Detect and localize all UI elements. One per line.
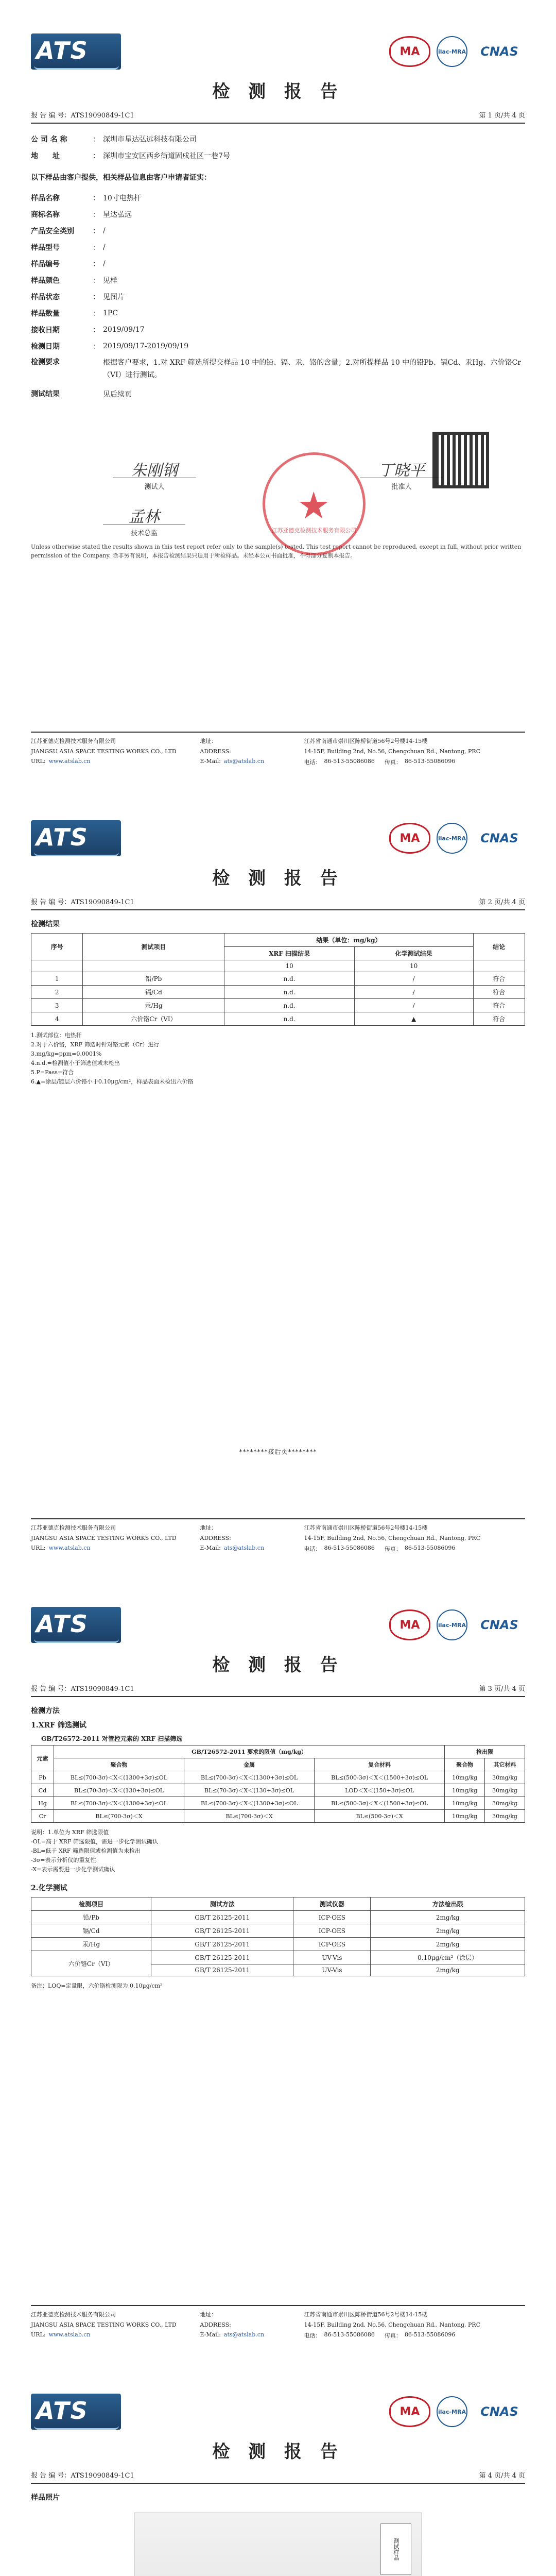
sample-field: 样品颜色 ： 见样 (31, 277, 117, 285)
page-number: 第 1 页/共 4 页 (479, 112, 525, 120)
report-meta: 报 告 编 号：ATS19090849-1C1 第 3 页/共 4 页 (31, 1683, 525, 1697)
tester-signature: 朱刚钢 测试人 (31, 432, 278, 524)
report-header (31, 21, 525, 82)
page-number: 第 2 页/共 4 页 (479, 899, 525, 906)
chem-table: 检测项目 测试方法 测试仪器 方法检出限 铅/Pb GB/T 26125-2011 ICP-OES 2mg/kg 镉/Cd GB/T 26125-2011 ICP-OES 2mg/kg 汞/Hg GB/T 26125-2011 ICP-OES 2mg/kg 六价铬Cr（VI） GB/T 26125-2011 UV-Vis 0.10μg/cm²（涂层） GB/T 26125-2011 UV-Vis 2mg/kg (31, 1897, 525, 1976)
report-footer: 江苏亚德克检测技术服务有限公司 地址： 江苏省南通市崇川区陈桥街道56号2号楼14-15楼 JIANGSU ASIA SPACE TESTING WORKS CO., LTD ADDRESS: 14-15F, Building 2nd, No.56, Chengchuan Rd., Nantong, PRC URL: www.atslab.cn E-Mail: ats@atslab.cn 电话： 86-513-55086086 传真： 86-513-55086096 (31, 2305, 525, 2340)
footer-address-cn: 江苏省南通市崇川区陈桥街道56号2号楼14-15楼 (304, 738, 428, 744)
sample-tag: 测试样品 (380, 2523, 411, 2575)
continue-marker: ********接后页******** (239, 1448, 317, 1455)
footer-address-en: 14-15F, Building 2nd, No.56, Chengchuan Rd., Nantong, PRC (304, 748, 481, 755)
cma-mark-icon: MA (389, 1609, 430, 1640)
table-row: Pb BL≤(700-3σ)＜X＜(1300+3σ)≤OL BL≤(700-3σ)＜X＜(1300+3σ)≤OL BL≤(500-3σ)＜X＜(1500+3σ)≤OL 10mg/kg 30mg/kg (31, 1771, 525, 1784)
report-title: 检 测 报 告 (212, 2442, 344, 2462)
table-row: 4 六价铬Cr（VI） n.d. ▲ 符合 (31, 1012, 525, 1026)
table-row: Cr BL≤(700-3σ)＜X BL≤(700-3σ)＜X BL≤(500-3σ)＜X 10mg/kg 30mg/kg (31, 1810, 525, 1823)
table-row: 3 汞/Hg n.d. / 符合 (31, 999, 525, 1012)
qr-code-icon (432, 432, 489, 488)
xrf-notes: 说明：1.单位为 XRF 筛选限值 -OL=高于 XRF 筛选限值，需进一步化学测试确认 -BL=低于 XRF 筛选限值或检测值为未检出 -3σ=表示分析仪的重复性 -X=表示需要进一步化学测试确认 (31, 1829, 158, 1873)
footer-email-link[interactable]: ats@atslab.cn (223, 2331, 265, 2338)
cnas-mark-icon: CNAS (480, 831, 518, 845)
page-number: 第 3 页/共 4 页 (479, 1685, 525, 1693)
report-header (31, 2381, 525, 2443)
table-row: 镉/Cd GB/T 26125-2011 ICP-OES 2mg/kg (31, 1924, 525, 1938)
test-requirement: 检测要求 根据客户要求，1.对 XRF 筛选所提交样品 10 中的铅、镉、汞、铬的含量；2.对所提样品 10 中的铅Pb、镉Cd、汞Hg、六价铬Cr（VI）进行测试。 (31, 358, 521, 379)
report-meta: 报 告 编 号：ATS19090849-1C1 第 2 页/共 4 页 (31, 896, 525, 910)
cma-mark-icon: MA (389, 823, 430, 854)
section-title: 样品照片 (31, 2494, 60, 2502)
ats-logo: ATS (31, 2388, 124, 2435)
sample-field: 样品名称 ： 10寸电热杆 (31, 194, 141, 202)
sample-field: 检测日期 ： 2019/09/17-2019/09/19 (31, 342, 189, 351)
table-row: GB/T 26125-2011 UV-Vis 2mg/kg (31, 1964, 525, 1976)
report-page-1 (0, 0, 556, 787)
report-page-3: ATS MA ilac-MRA CNAS 检 测 报 告 报 告 编 号：ATS19090849-1C1 第 3 页/共 4 页 检测方法 1.XRF 筛选测试 GB/T26572-2011 对管控元素的 XRF 扫描筛选 元素 GB/T26572-2011 要求的限值（mg/kg） 检出限 聚合物 金属 复合材料 聚合物 其它材料 Pb BL≤(700-3σ)＜X＜(1300+3σ)≤OL BL≤(700-3σ)＜X＜(1300+3σ)≤OL BL≤(500-3σ)＜X＜(1500+3σ)≤OL 10mg/kg 30mg/kg Cd BL≤(70-3σ)＜X＜(130+3σ)≤OL BL≤(70-3σ)＜X＜(130+3σ)≤OL LOD＜X＜(150+3σ)≤OL 10mg/kg 30mg/kg Hg BL≤(700-3σ)＜X＜(1300+3σ)≤OL BL≤(700-3σ)＜X＜(1300+3σ)≤OL BL≤(500-3σ)＜X＜(1500+3σ)≤OL 10mg/kg 30mg/kg Cr BL≤(700-3σ)＜X BL≤(700-3σ)＜X BL≤(500-3σ)＜X 10mg/kg 30mg/kg 说明：1.单位为 XRF 筛选限值 -OL=高于 XRF 筛选限值，需进一步化学测试确认 -BL=低于 XRF 筛选限值或检测值为未检出 -3σ=表示分析仪的重复性 -X=表示需要进一步化学测试确认 2.化学测试 检测项目 测试方法 测试仪器 方法检出限 铅/Pb GB/T 26125-2011 ICP-OES 2mg/kg 镉/Cd GB/T 26125-2011 ICP-OES 2mg/kg 汞/Hg GB/T 26125-2011 ICP-OES 2mg/kg 六价铬Cr（VI） GB/T 26125-2011 UV-Vis 0.10μg/cm²（涂层） GB/T 26125-2011 UV-Vis 2mg/kg 备注：LOQ=定量限，六价铬检测限为 0.10μg/cm² 江苏亚德克检测技术服务有限公司 地址： 江苏省南通市崇川区陈桥街道56号2号楼14-15楼 JIANGSU ASIA SPACE TESTING WORKS CO., LTD ADDRESS: 14-15F, Building 2nd, No.56, Chengchuan Rd., Nantong, PRC URL: www.atslab.cn E-Mail: ats@atslab.cn 电话： 86-513-55086086 传真： 86-513-55086096 (0, 1573, 556, 2360)
page-number: 第 4 页/共 4 页 (479, 2472, 525, 2480)
report-header (31, 1594, 525, 1656)
sample-field: 样品编号 ： / (31, 260, 106, 268)
reviewer-signature: 孟林 技术总监 (31, 504, 525, 537)
table-row: 六价铬Cr（VI） GB/T 26125-2011 UV-Vis 0.10μg/cm²（涂层） (31, 1951, 525, 1964)
report-title: 检 测 报 告 (212, 868, 344, 889)
certification-marks (389, 36, 525, 67)
report-number: ATS19090849-1C1 (71, 1685, 134, 1693)
ats-logo: ATS (31, 815, 124, 861)
xrf-table: 元素 GB/T26572-2011 要求的限值（mg/kg） 检出限 聚合物 金属 复合材料 聚合物 其它材料 Pb BL≤(700-3σ)＜X＜(1300+3σ)≤OL BL≤(700-3σ)＜X＜(1300+3σ)≤OL BL≤(500-3σ)＜X＜(1500+3σ)≤OL 10mg/kg 30mg/kg Cd BL≤(70-3σ)＜X＜(130+3σ)≤OL BL≤(70-3σ)＜X＜(130+3σ)≤OL LOD＜X＜(150+3σ)≤OL 10mg/kg 30mg/kg Hg BL≤(700-3σ)＜X＜(1300+3σ)≤OL BL≤(700-3σ)＜X＜(1300+3σ)≤OL BL≤(500-3σ)＜X＜(1500+3σ)≤OL 10mg/kg 30mg/kg Cr BL≤(700-3σ)＜X BL≤(700-3σ)＜X BL≤(500-3σ)＜X 10mg/kg 30mg/kg (31, 1745, 525, 1823)
footer-url-link[interactable]: www.atslab.cn (48, 758, 91, 765)
report-footer: 江苏亚德克检测技术服务有限公司 地址： 江苏省南通市崇川区陈桥街道56号2号楼14-15楼 JIANGSU ASIA SPACE TESTING WORKS CO., LTD ADDRESS: 14-15F, Building 2nd, No.56, Chengchuan Rd., Nantong, PRC URL: www.atslab.cn E-Mail: ats@atslab.cn 电话： 86-513-55086086 传真： 86-513-55086096 (31, 1518, 525, 1553)
ilac-mark-icon: ilac-MRA (437, 2396, 467, 2427)
footer-email-link[interactable]: ats@atslab.cn (223, 1545, 265, 1551)
section-title: 检测结果 (31, 920, 60, 928)
cnas-mark-icon: CNAS (480, 44, 518, 59)
approver-signature: 丁晓平 批准人 (278, 432, 525, 524)
result-notes: 1.测试部位：电热杆 2.对于六价铬，XRF 筛选时针对铬元素（Cr）进行 3.mg/kg=ppm=0.0001% 4.n.d.=检测值小于筛选值或未检出 5.P=Pass=符合 6.▲=涂层/镀层六价铬小于0.10μg/cm²，样品表面未检出六价铬 (31, 1032, 194, 1085)
sample-info (31, 190, 525, 354)
sample-photo (134, 2513, 422, 2576)
result-table: 序号 测试项目 结果（单位：mg/kg） 结论 XRF 扫描结果 化学测试结果 10 10 1 铅/Pb n.d. / 符合 2 镉/Cd n.d. / 符合 3 汞/Hg n.d. / 符合 4 六价铬Cr（VI） n.d. ▲ 符合 (31, 933, 525, 1026)
footer-email-link[interactable]: ats@atslab.cn (223, 758, 265, 765)
table-row: 铅/Pb GB/T 26125-2011 ICP-OES 2mg/kg (31, 1911, 525, 1924)
section-title: 检测方法 (31, 1707, 60, 1715)
cnas-mark-icon: CNAS (480, 2404, 518, 2419)
field-company: 公 司 名 称 ： 深圳市星达弘远科技有限公司 (31, 135, 197, 144)
chem-note: 备注：LOQ=定量限，六价铬检测限为 0.10μg/cm² (31, 1982, 163, 1989)
report-number: ATS19090849-1C1 (71, 899, 134, 906)
disclaimer-note: Unless otherwise stated the results shown in this test report refer only to the sample(s) tested. This test report cannot be reproduced, except in full, without prior written permission of the Company. 除非另有说明，本报告检测结果只适用于所检样品。未经本公司书面批准，不得部分复制本报告。 (31, 544, 522, 559)
report-page-4 (0, 2360, 556, 2576)
report-meta: 报 告 编 号：ATS19090849-1C1 第 1 页/共 4 页 (31, 110, 525, 124)
cnas-mark-icon: CNAS (480, 1618, 518, 1632)
test-result-ref: 测试结果 见后续页 (31, 390, 132, 399)
certification-marks (389, 2396, 525, 2427)
report-footer: 江苏亚德克检测技术服务有限公司 地址： 江苏省南通市崇川区陈桥街道56号2号楼14-15楼 JIANGSU ASIA SPACE TESTING WORKS CO., LTD ADDRESS: 14-15F, Building 2nd, No.56, Chengchuan Rd., Nantong, PRC URL: www.atslab.cn E-Mail: ats@atslab.cn 电话： 86-513-55086086 传真： 86-513-55086096 (31, 732, 525, 766)
table-row: Cd BL≤(70-3σ)＜X＜(130+3σ)≤OL BL≤(70-3σ)＜X＜(130+3σ)≤OL LOD＜X＜(150+3σ)≤OL 10mg/kg 30mg/kg (31, 1784, 525, 1797)
ilac-mark-icon: ilac-MRA (437, 1609, 467, 1640)
sample-field: 样品型号 ： / (31, 243, 106, 252)
certification-marks (389, 823, 525, 854)
company-seal-icon: ★ 江苏亚德克检测技术服务有限公司 (263, 452, 366, 555)
subsection-title: 1.XRF 筛选测试 (31, 1721, 86, 1730)
table-row: Hg BL≤(700-3σ)＜X＜(1300+3σ)≤OL BL≤(700-3σ)＜X＜(1300+3σ)≤OL BL≤(500-3σ)＜X＜(1500+3σ)≤OL 10mg/kg 30mg/kg (31, 1797, 525, 1810)
report-header (31, 807, 525, 869)
sample-field: 样品状态 ： 见图片 (31, 293, 125, 301)
sample-field: 样品数量 ： 1PC (31, 309, 118, 318)
ats-logo: ATS (31, 1602, 124, 1648)
signature-area (31, 432, 525, 534)
report-page-2 (0, 787, 556, 1573)
footer-company-cn: 江苏亚德克检测技术服务有限公司 (31, 738, 116, 744)
cma-mark-icon: MA (389, 36, 430, 67)
report-number: ATS19090849-1C1 (71, 2472, 134, 2480)
report-title: 检 测 报 告 (212, 1655, 344, 1675)
ilac-mark-icon: ilac-MRA (437, 36, 467, 67)
sample-field: 商标名称 ： 星达弘远 (31, 211, 132, 219)
cma-mark-icon: MA (389, 2396, 430, 2427)
report-title: 检 测 报 告 (212, 81, 344, 102)
table-row: 汞/Hg GB/T 26125-2011 ICP-OES 2mg/kg (31, 1938, 525, 1951)
field-address: 地 址 ： 深圳市宝安区西乡街道固戍社区一巷7号 (31, 152, 230, 160)
report-meta: 报 告 编 号：ATS19090849-1C1 第 4 页/共 4 页 (31, 2470, 525, 2484)
ats-logo: ATS (31, 28, 124, 75)
client-info (31, 131, 525, 164)
subsection-title: 2.化学测试 (31, 1884, 67, 1892)
sample-field: 产品安全类别 ： / (31, 227, 106, 235)
table-row: 1 铅/Pb n.d. / 符合 (31, 972, 525, 986)
report-number: ATS19090849-1C1 (71, 112, 134, 120)
footer-url-link[interactable]: www.atslab.cn (48, 1545, 91, 1551)
footer-company-en: JIANGSU ASIA SPACE TESTING WORKS CO., LTD (31, 748, 177, 755)
sample-intro: 以下样品由客户提供，相关样品信息由客户申请者证实： (31, 174, 211, 182)
footer-url-link[interactable]: www.atslab.cn (48, 2331, 91, 2338)
certification-marks (389, 1609, 525, 1640)
sample-field: 接收日期 ： 2019/09/17 (31, 326, 145, 334)
ilac-mark-icon: ilac-MRA (437, 823, 467, 854)
table-row: 2 镉/Cd n.d. / 符合 (31, 986, 525, 999)
